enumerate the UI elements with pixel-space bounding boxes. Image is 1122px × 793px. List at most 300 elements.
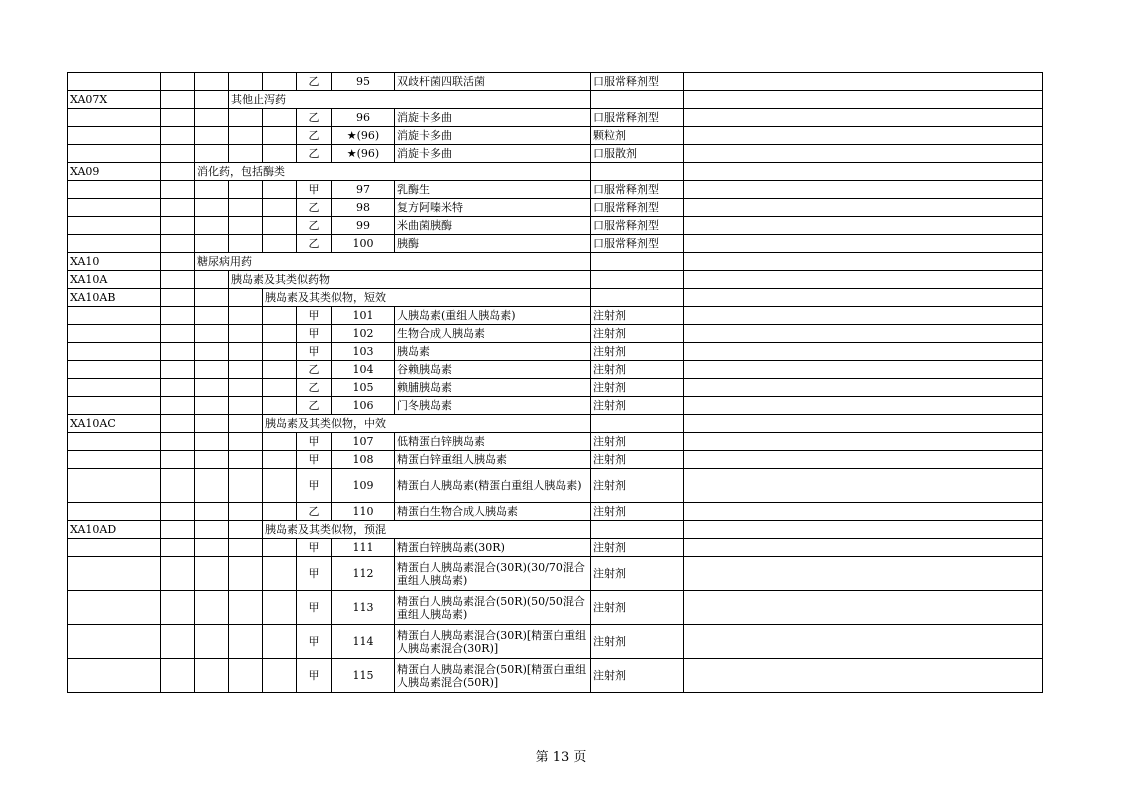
section-title: 胰岛素及其类似物，中效 — [263, 415, 591, 433]
empty-cell — [195, 235, 229, 253]
drug-name: 胰岛素 — [395, 343, 591, 361]
empty-cell — [263, 181, 297, 199]
reimbursement-category: 甲 — [297, 659, 332, 693]
drug-number: 95 — [332, 73, 395, 91]
drug-name: 双歧杆菌四联活菌 — [395, 73, 591, 91]
classification-code: XA10AB — [68, 289, 161, 307]
empty-cell — [195, 591, 229, 625]
empty-cell — [161, 343, 195, 361]
empty-cell — [161, 503, 195, 521]
drug-number: ★(96) — [332, 127, 395, 145]
drug-name: 精蛋白人胰岛素混合(50R)(50/50混合重组人胰岛素) — [395, 591, 591, 625]
dosage-form: 口服常释剂型 — [591, 73, 684, 91]
empty-cell — [68, 109, 161, 127]
empty-cell — [68, 73, 161, 91]
section-title: 胰岛素及其类似药物 — [229, 271, 591, 289]
remarks-cell — [684, 145, 1043, 163]
drug-row — [68, 109, 1043, 127]
section-title: 胰岛素及其类似物，短效 — [263, 289, 591, 307]
section-row — [68, 521, 1043, 539]
empty-cell — [161, 73, 195, 91]
empty-cell — [229, 289, 263, 307]
empty-cell — [591, 521, 684, 539]
section-title: 糖尿病用药 — [195, 253, 591, 271]
reimbursement-category: 甲 — [297, 539, 332, 557]
empty-cell — [263, 127, 297, 145]
reimbursement-category: 甲 — [297, 625, 332, 659]
empty-cell — [195, 557, 229, 591]
remarks-cell — [684, 379, 1043, 397]
empty-cell — [161, 163, 195, 181]
empty-cell — [161, 217, 195, 235]
empty-cell — [229, 659, 263, 693]
empty-cell — [591, 415, 684, 433]
drug-row — [68, 659, 1043, 693]
remarks-cell — [684, 659, 1043, 693]
drug-row — [68, 145, 1043, 163]
drug-name: 谷赖胰岛素 — [395, 361, 591, 379]
reimbursement-category: 甲 — [297, 557, 332, 591]
empty-cell — [161, 145, 195, 163]
drug-name: 人胰岛素(重组人胰岛素) — [395, 307, 591, 325]
empty-cell — [229, 433, 263, 451]
empty-cell — [263, 469, 297, 503]
classification-code: XA10A — [68, 271, 161, 289]
empty-cell — [229, 217, 263, 235]
drug-row — [68, 379, 1043, 397]
empty-cell — [68, 659, 161, 693]
drug-name: 精蛋白人胰岛素混合(30R)(30/70混合重组人胰岛素) — [395, 557, 591, 591]
empty-cell — [263, 451, 297, 469]
empty-cell — [161, 451, 195, 469]
empty-cell — [229, 397, 263, 415]
empty-cell — [161, 361, 195, 379]
drug-name: 消旋卡多曲 — [395, 127, 591, 145]
drug-name: 精蛋白人胰岛素混合(50R)[精蛋白重组人胰岛素混合(50R)] — [395, 659, 591, 693]
empty-cell — [161, 235, 195, 253]
empty-cell — [161, 307, 195, 325]
section-row — [68, 163, 1043, 181]
reimbursement-category: 甲 — [297, 591, 332, 625]
remarks-cell — [684, 253, 1043, 271]
empty-cell — [161, 289, 195, 307]
drug-row — [68, 199, 1043, 217]
reimbursement-category: 乙 — [297, 503, 332, 521]
empty-cell — [68, 199, 161, 217]
dosage-form: 口服常释剂型 — [591, 109, 684, 127]
empty-cell — [229, 325, 263, 343]
drug-number: 105 — [332, 379, 395, 397]
empty-cell — [195, 503, 229, 521]
empty-cell — [229, 361, 263, 379]
empty-cell — [161, 325, 195, 343]
reimbursement-category: 甲 — [297, 451, 332, 469]
reimbursement-category: 乙 — [297, 235, 332, 253]
drug-number: 107 — [332, 433, 395, 451]
dosage-form: 注射剂 — [591, 397, 684, 415]
empty-cell — [263, 433, 297, 451]
empty-cell — [195, 325, 229, 343]
empty-cell — [195, 109, 229, 127]
remarks-cell — [684, 343, 1043, 361]
drug-name: 消旋卡多曲 — [395, 109, 591, 127]
empty-cell — [263, 659, 297, 693]
empty-cell — [195, 145, 229, 163]
drug-number: 115 — [332, 659, 395, 693]
section-title: 胰岛素及其类似物，预混 — [263, 521, 591, 539]
drug-number: 98 — [332, 199, 395, 217]
reimbursement-category: 乙 — [297, 127, 332, 145]
empty-cell — [229, 343, 263, 361]
reimbursement-category: 乙 — [297, 199, 332, 217]
empty-cell — [161, 469, 195, 503]
empty-cell — [591, 163, 684, 181]
empty-cell — [195, 397, 229, 415]
classification-code: XA10AC — [68, 415, 161, 433]
drug-name: 消旋卡多曲 — [395, 145, 591, 163]
remarks-cell — [684, 539, 1043, 557]
drug-row — [68, 343, 1043, 361]
empty-cell — [68, 625, 161, 659]
reimbursement-category: 甲 — [297, 307, 332, 325]
empty-cell — [263, 217, 297, 235]
section-title: 其他止泻药 — [229, 91, 591, 109]
empty-cell — [195, 271, 229, 289]
drug-name: 胰酶 — [395, 235, 591, 253]
drug-number: 114 — [332, 625, 395, 659]
drug-row — [68, 397, 1043, 415]
empty-cell — [195, 659, 229, 693]
remarks-cell — [684, 181, 1043, 199]
drug-name: 精蛋白人胰岛素(精蛋白重组人胰岛素) — [395, 469, 591, 503]
empty-cell — [195, 451, 229, 469]
empty-cell — [195, 521, 229, 539]
drug-row — [68, 235, 1043, 253]
drug-number: ★(96) — [332, 145, 395, 163]
empty-cell — [161, 199, 195, 217]
drug-number: 110 — [332, 503, 395, 521]
drug-name: 精蛋白锌胰岛素(30R) — [395, 539, 591, 557]
dosage-form: 注射剂 — [591, 343, 684, 361]
empty-cell — [161, 659, 195, 693]
reimbursement-category: 甲 — [297, 469, 332, 503]
drug-number: 104 — [332, 361, 395, 379]
empty-cell — [68, 361, 161, 379]
empty-cell — [263, 397, 297, 415]
drug-name: 低精蛋白锌胰岛素 — [395, 433, 591, 451]
classification-code: XA10AD — [68, 521, 161, 539]
reimbursement-category: 乙 — [297, 145, 332, 163]
drug-name: 生物合成人胰岛素 — [395, 325, 591, 343]
empty-cell — [68, 557, 161, 591]
empty-cell — [161, 625, 195, 659]
dosage-form: 颗粒剂 — [591, 127, 684, 145]
remarks-cell — [684, 325, 1043, 343]
empty-cell — [263, 109, 297, 127]
drug-catalog-table — [67, 72, 1043, 693]
drug-row — [68, 307, 1043, 325]
remarks-cell — [684, 109, 1043, 127]
drug-name: 复方阿嗪米特 — [395, 199, 591, 217]
reimbursement-category: 乙 — [297, 109, 332, 127]
empty-cell — [229, 503, 263, 521]
empty-cell — [195, 415, 229, 433]
dosage-form: 注射剂 — [591, 591, 684, 625]
empty-cell — [68, 343, 161, 361]
empty-cell — [229, 521, 263, 539]
remarks-cell — [684, 469, 1043, 503]
empty-cell — [229, 591, 263, 625]
classification-code: XA09 — [68, 163, 161, 181]
drug-number: 106 — [332, 397, 395, 415]
remarks-cell — [684, 415, 1043, 433]
empty-cell — [195, 469, 229, 503]
reimbursement-category: 乙 — [297, 379, 332, 397]
empty-cell — [263, 307, 297, 325]
remarks-cell — [684, 397, 1043, 415]
empty-cell — [263, 361, 297, 379]
remarks-cell — [684, 591, 1043, 625]
reimbursement-category: 乙 — [297, 73, 332, 91]
empty-cell — [229, 451, 263, 469]
empty-cell — [161, 253, 195, 271]
reimbursement-category: 乙 — [297, 361, 332, 379]
drug-row — [68, 539, 1043, 557]
empty-cell — [195, 73, 229, 91]
empty-cell — [229, 469, 263, 503]
drug-name: 乳酶生 — [395, 181, 591, 199]
empty-cell — [161, 181, 195, 199]
empty-cell — [195, 91, 229, 109]
drug-name: 精蛋白人胰岛素混合(30R)[精蛋白重组人胰岛素混合(30R)] — [395, 625, 591, 659]
drug-row — [68, 127, 1043, 145]
empty-cell — [161, 557, 195, 591]
empty-cell — [68, 307, 161, 325]
dosage-form: 注射剂 — [591, 451, 684, 469]
drug-number: 99 — [332, 217, 395, 235]
drug-number: 111 — [332, 539, 395, 557]
drug-row — [68, 217, 1043, 235]
empty-cell — [591, 91, 684, 109]
empty-cell — [229, 109, 263, 127]
empty-cell — [161, 271, 195, 289]
empty-cell — [68, 145, 161, 163]
empty-cell — [263, 539, 297, 557]
empty-cell — [229, 557, 263, 591]
drug-name: 米曲菌胰酶 — [395, 217, 591, 235]
drug-row — [68, 433, 1043, 451]
table-body — [68, 73, 1043, 693]
section-row — [68, 289, 1043, 307]
empty-cell — [195, 181, 229, 199]
drug-row — [68, 591, 1043, 625]
empty-cell — [229, 625, 263, 659]
empty-cell — [263, 503, 297, 521]
empty-cell — [263, 625, 297, 659]
drug-number: 113 — [332, 591, 395, 625]
remarks-cell — [684, 361, 1043, 379]
dosage-form: 注射剂 — [591, 557, 684, 591]
empty-cell — [591, 253, 684, 271]
drug-name: 门冬胰岛素 — [395, 397, 591, 415]
empty-cell — [195, 379, 229, 397]
empty-cell — [263, 235, 297, 253]
remarks-cell — [684, 307, 1043, 325]
empty-cell — [591, 289, 684, 307]
empty-cell — [263, 325, 297, 343]
drug-row — [68, 325, 1043, 343]
classification-code: XA07X — [68, 91, 161, 109]
drug-row — [68, 361, 1043, 379]
remarks-cell — [684, 235, 1043, 253]
empty-cell — [68, 181, 161, 199]
drug-number: 101 — [332, 307, 395, 325]
empty-cell — [195, 217, 229, 235]
empty-cell — [195, 127, 229, 145]
remarks-cell — [684, 127, 1043, 145]
dosage-form: 口服常释剂型 — [591, 217, 684, 235]
dosage-form: 注射剂 — [591, 433, 684, 451]
drug-row — [68, 469, 1043, 503]
dosage-form: 口服散剂 — [591, 145, 684, 163]
empty-cell — [68, 433, 161, 451]
empty-cell — [195, 289, 229, 307]
remarks-cell — [684, 91, 1043, 109]
remarks-cell — [684, 557, 1043, 591]
empty-cell — [195, 625, 229, 659]
drug-row — [68, 557, 1043, 591]
section-title: 消化药，包括酶类 — [195, 163, 591, 181]
empty-cell — [263, 379, 297, 397]
remarks-cell — [684, 73, 1043, 91]
empty-cell — [229, 415, 263, 433]
remarks-cell — [684, 451, 1043, 469]
remarks-cell — [684, 433, 1043, 451]
empty-cell — [591, 271, 684, 289]
empty-cell — [68, 469, 161, 503]
empty-cell — [195, 539, 229, 557]
drug-number: 103 — [332, 343, 395, 361]
empty-cell — [161, 379, 195, 397]
empty-cell — [263, 591, 297, 625]
empty-cell — [161, 433, 195, 451]
empty-cell — [68, 325, 161, 343]
empty-cell — [68, 217, 161, 235]
empty-cell — [195, 433, 229, 451]
drug-number: 100 — [332, 235, 395, 253]
drug-number: 108 — [332, 451, 395, 469]
empty-cell — [68, 397, 161, 415]
empty-cell — [263, 145, 297, 163]
empty-cell — [195, 307, 229, 325]
drug-number: 97 — [332, 181, 395, 199]
reimbursement-category: 甲 — [297, 433, 332, 451]
empty-cell — [68, 127, 161, 145]
empty-cell — [229, 235, 263, 253]
drug-number: 102 — [332, 325, 395, 343]
section-row — [68, 415, 1043, 433]
empty-cell — [195, 361, 229, 379]
empty-cell — [68, 379, 161, 397]
empty-cell — [68, 235, 161, 253]
empty-cell — [229, 539, 263, 557]
empty-cell — [161, 591, 195, 625]
remarks-cell — [684, 503, 1043, 521]
drug-row — [68, 451, 1043, 469]
empty-cell — [195, 199, 229, 217]
empty-cell — [161, 521, 195, 539]
empty-cell — [161, 91, 195, 109]
empty-cell — [229, 307, 263, 325]
empty-cell — [161, 415, 195, 433]
empty-cell — [263, 343, 297, 361]
remarks-cell — [684, 289, 1043, 307]
remarks-cell — [684, 217, 1043, 235]
reimbursement-category: 甲 — [297, 325, 332, 343]
drug-row — [68, 625, 1043, 659]
section-row — [68, 91, 1043, 109]
remarks-cell — [684, 625, 1043, 659]
reimbursement-category: 乙 — [297, 217, 332, 235]
dosage-form: 口服常释剂型 — [591, 199, 684, 217]
empty-cell — [195, 343, 229, 361]
remarks-cell — [684, 271, 1043, 289]
drug-row — [68, 181, 1043, 199]
drug-name: 精蛋白生物合成人胰岛素 — [395, 503, 591, 521]
empty-cell — [229, 181, 263, 199]
section-row — [68, 253, 1043, 271]
remarks-cell — [684, 199, 1043, 217]
drug-row — [68, 73, 1043, 91]
drug-row — [68, 503, 1043, 521]
empty-cell — [229, 379, 263, 397]
empty-cell — [68, 451, 161, 469]
dosage-form: 注射剂 — [591, 379, 684, 397]
reimbursement-category: 乙 — [297, 397, 332, 415]
drug-name: 精蛋白锌重组人胰岛素 — [395, 451, 591, 469]
empty-cell — [229, 127, 263, 145]
empty-cell — [161, 127, 195, 145]
drug-number: 96 — [332, 109, 395, 127]
empty-cell — [68, 591, 161, 625]
page-number: 第 13 页 — [535, 750, 587, 765]
empty-cell — [263, 73, 297, 91]
empty-cell — [263, 199, 297, 217]
section-row — [68, 271, 1043, 289]
empty-cell — [229, 199, 263, 217]
remarks-cell — [684, 163, 1043, 181]
remarks-cell — [684, 521, 1043, 539]
dosage-form: 口服常释剂型 — [591, 181, 684, 199]
empty-cell — [68, 539, 161, 557]
empty-cell — [161, 397, 195, 415]
empty-cell — [68, 503, 161, 521]
dosage-form: 注射剂 — [591, 659, 684, 693]
dosage-form: 口服常释剂型 — [591, 235, 684, 253]
drug-number: 109 — [332, 469, 395, 503]
dosage-form: 注射剂 — [591, 503, 684, 521]
empty-cell — [263, 557, 297, 591]
dosage-form: 注射剂 — [591, 307, 684, 325]
empty-cell — [161, 539, 195, 557]
classification-code: XA10 — [68, 253, 161, 271]
dosage-form: 注射剂 — [591, 625, 684, 659]
empty-cell — [229, 145, 263, 163]
dosage-form: 注射剂 — [591, 469, 684, 503]
reimbursement-category: 甲 — [297, 343, 332, 361]
empty-cell — [161, 109, 195, 127]
drug-name: 赖脯胰岛素 — [395, 379, 591, 397]
